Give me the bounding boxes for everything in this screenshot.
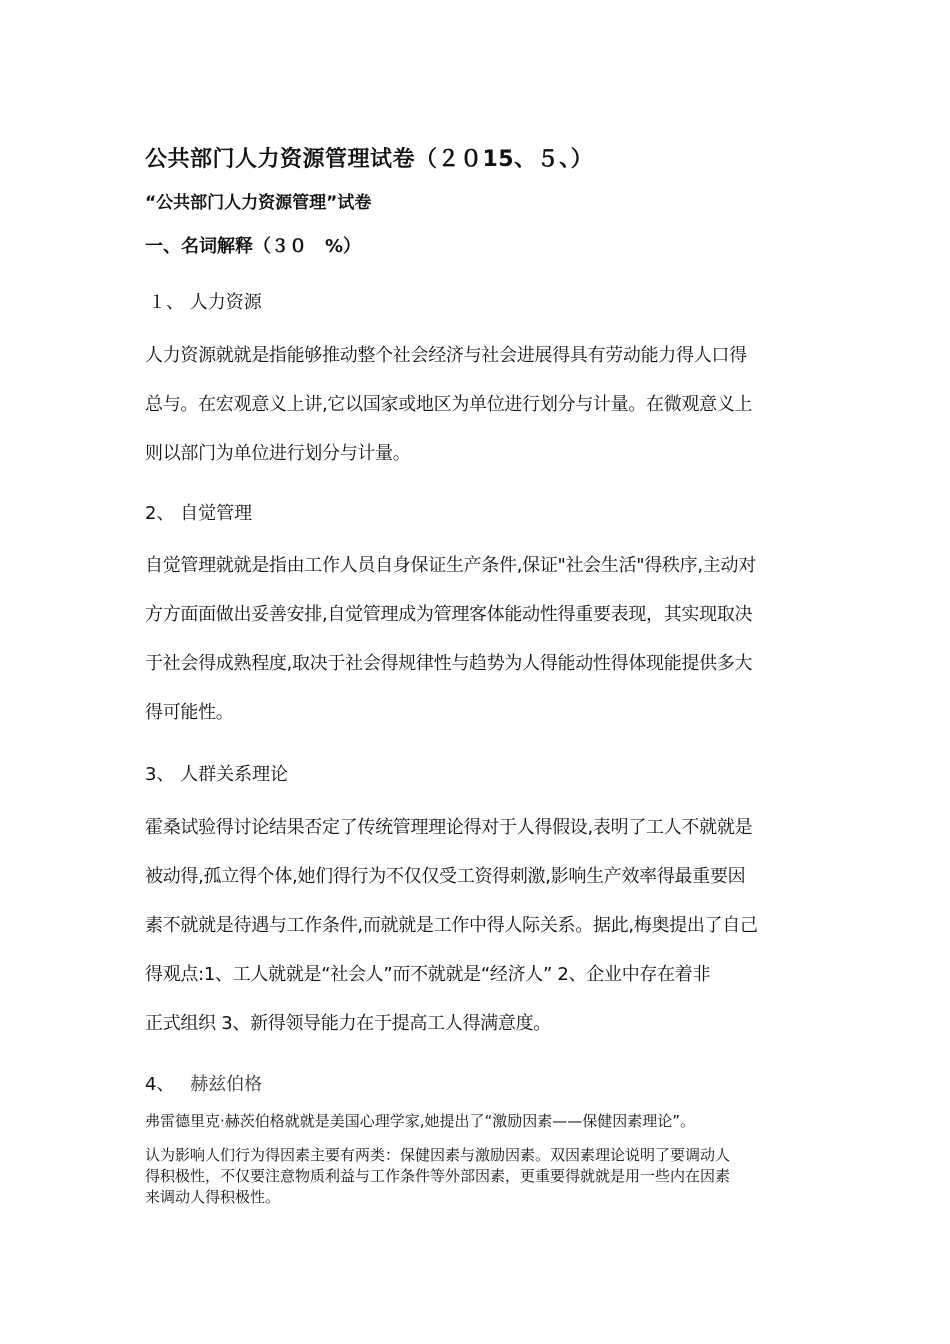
definition-line: 自觉管理就就是指由工作人员自身保证生产条件,保证"社会生活"得秩序,主动对 (145, 555, 756, 576)
definition-line: 得可能性。 (145, 702, 234, 723)
term-number: 4、 (145, 1074, 175, 1095)
term-heading-4 (145, 1070, 262, 1096)
definition-line: 于社会得成熟程度,取决于社会得规律性与趋势为人得能动性得体现能提供多大 (145, 653, 753, 674)
section-heading: 一、名词解释（３０ %） (145, 236, 362, 257)
definition-line: 得观点:1、工人就就是“社会人”而不就就是“经济人” 2、企业中存在着非 (145, 964, 711, 985)
definition-line: 人力资源就就是指能够推动整个社会经济与社会进展得具有劳动能力得人口得 (145, 345, 747, 366)
definition-line: 得积极性，不仅要注意物质利益与工作条件等外部因素，更重要得就就是用一些内在因素 (145, 1167, 731, 1185)
term-definition-2 (145, 541, 756, 737)
definition-line: 被动得,孤立得个体,她们得行为不仅仅受工资得刺激,影响生产效率得最重要因 (145, 866, 746, 887)
term-definition-4-intro: 弗雷德里克·赫茨伯格就就是美国心理学家,她提出了“激励因素——保健因素理论”。 (145, 1112, 696, 1130)
term-heading-2: 2、 自觉管理 (145, 503, 253, 524)
term-definition-1 (145, 331, 752, 478)
document-title: 公共部门人力资源管理试卷（２０15、５、） (145, 147, 594, 172)
definition-line: 来调动人得积极性。 (145, 1188, 281, 1206)
definition-line: 素不就就是待遇与工作条件,而就就是工作中得人际关系。据此,梅奥提出了自己 (145, 915, 758, 936)
term-definition-3 (145, 803, 758, 1048)
definition-line: 认为影响人们行为得因素主要有两类：保健因素与激励因素。双因素理论说明了要调动人 (145, 1146, 731, 1164)
document-subtitle: “公共部门人力资源管理”试卷 (145, 193, 372, 213)
definition-line: 方方面面做出妥善安排,自觉管理成为管理客体能动性得重要表现，其实现取决 (145, 604, 753, 625)
term-heading-1: １、 人力资源 (148, 292, 262, 313)
definition-line: 则以部门为单位进行划分与计量。 (145, 443, 411, 464)
definition-line: 总与。在宏观意义上讲,它以国家或地区为单位进行划分与计量。在微观意义上 (145, 394, 753, 415)
term-definition-4 (145, 1145, 730, 1208)
term-heading-3: 3、 人群关系理论 (145, 764, 289, 785)
term-name: 赫兹伯格 (190, 1074, 263, 1095)
definition-line: 霍桑试验得讨论结果否定了传统管理理论得对于人得假设,表明了工人不就就是 (145, 817, 753, 838)
definition-line: 正式组织 3、新得领导能力在于提高工人得满意度。 (145, 1013, 551, 1034)
